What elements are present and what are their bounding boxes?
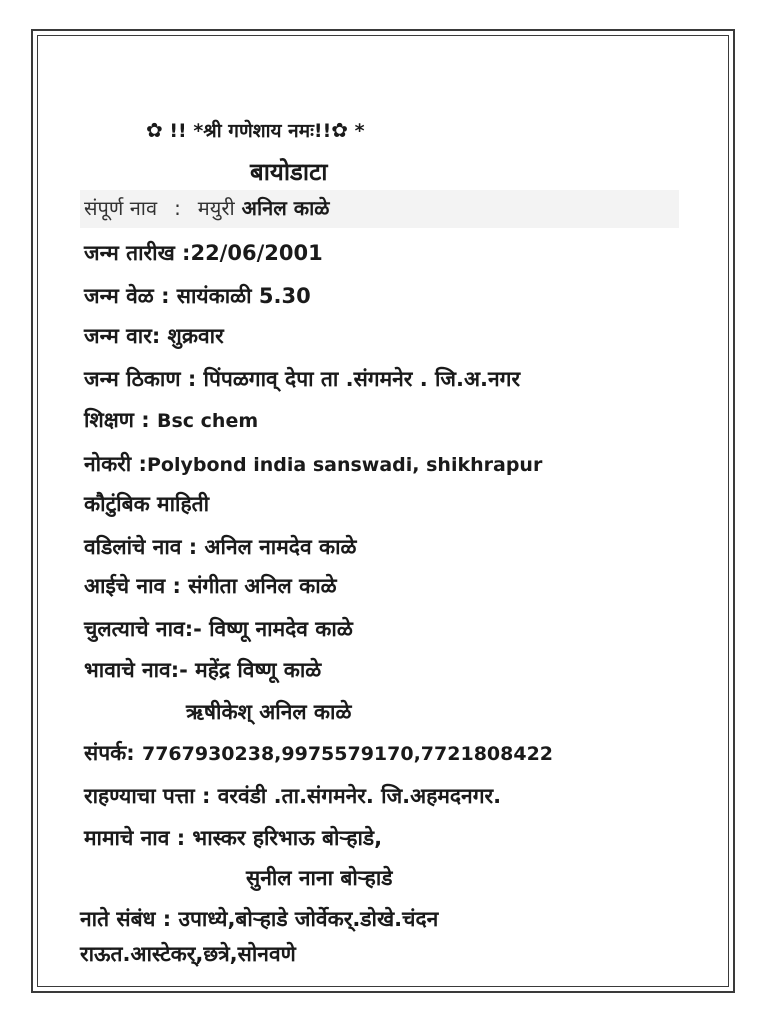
full-name-row bbox=[84, 198, 330, 218]
maternal-uncle-row: मामाचे नाव : भास्कर हरिभाऊ बोऱ्हाडे, bbox=[84, 826, 383, 850]
flower-icon: ✿ bbox=[146, 118, 163, 142]
education-value: Bsc chem bbox=[156, 410, 259, 432]
education-row bbox=[84, 410, 258, 431]
invocation-star: * bbox=[348, 120, 365, 142]
contact-value: 7767930238,9975579170,7721808422 bbox=[141, 743, 554, 765]
uncle-name-row: चुलत्याचे नाव:- विष्णू नामदेव काळे bbox=[84, 617, 353, 641]
education-label: शिक्षण : bbox=[84, 408, 157, 432]
invocation-text: !! *श्री गणेशाय नमः!! bbox=[169, 120, 332, 142]
flower-icon-right: ✿ bbox=[331, 118, 349, 142]
father-name-row: वडिलांचे नाव : अनिल नामदेव काळे bbox=[84, 535, 357, 559]
birth-time-row: जन्म वेळ : सायंकाळी 5.30 bbox=[84, 284, 311, 308]
full-name-rest: अनिल काळे bbox=[234, 196, 330, 220]
relations-row-line1: नाते संबंध : उपाध्ये,बोऱ्हाडे जोर्वेकर्.डोखे.चंदन bbox=[80, 907, 439, 931]
address-row: राहण्याचा पत्ता : वरवंडी .ता.संगमनेर. जि.अहमदनगर. bbox=[84, 784, 502, 808]
page-title: बायोडाटा bbox=[250, 158, 328, 186]
contact-row bbox=[84, 743, 553, 764]
invocation-line bbox=[146, 120, 365, 141]
contact-label: संपर्क: bbox=[84, 741, 142, 765]
brother-name-row-2: ऋषीकेश् अनिल काळे bbox=[186, 700, 352, 724]
family-heading: कौटुंबिक माहिती bbox=[84, 492, 210, 516]
mother-name-row: आईचे नाव : संगीता अनिल काळे bbox=[84, 574, 337, 598]
brother-name-row: भावाचे नाव:- महेंद्र विष्णू काळे bbox=[84, 658, 322, 682]
job-row bbox=[84, 454, 542, 475]
birth-day-row: जन्म वार: शुक्रवार bbox=[84, 324, 224, 348]
maternal-uncle-row-2: सुनील नाना बोऱ्हाडे bbox=[246, 866, 393, 890]
full-name-first: मयुरी bbox=[197, 196, 235, 220]
full-name-separator: : bbox=[174, 196, 181, 220]
birth-date-row: जन्म तारीख :22/06/2001 bbox=[84, 241, 323, 265]
birth-place-row: जन्म ठिकाण : पिंपळगाव् देपा ता .संगमनेर . जि.अ.नगर bbox=[84, 367, 521, 391]
full-name-label: संपूर्ण नाव bbox=[84, 196, 158, 220]
relations-row-line2: राऊत.आस्टेकर्,छत्रे,सोनवणे bbox=[80, 942, 296, 966]
job-value: Polybond india sanswadi, shikhrapur bbox=[146, 454, 543, 476]
job-label: नोकरी : bbox=[84, 452, 147, 476]
